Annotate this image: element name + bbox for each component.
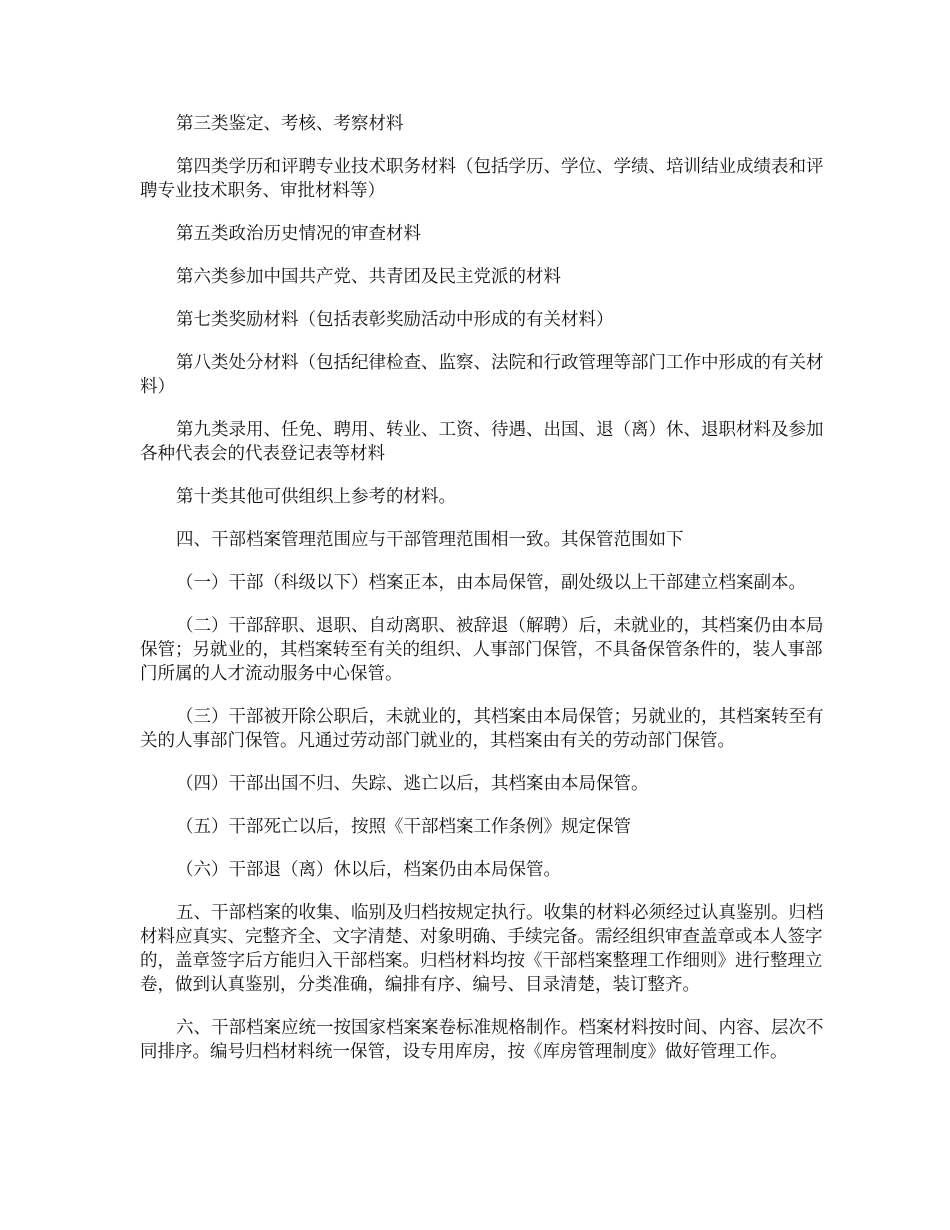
paragraph-section-5: 五、干部档案的收集、临别及归档按规定执行。收集的材料必须经过认真鉴别。归档材料应真实、完整齐全、文字清楚、对象明确、手续完备。需经组织审查盖章或本人签字的，盖章签字后方能归入干部档案。归档材料均按《干部档案整理工作细则》进行整理立卷，做到认真鉴别，分类准确，编排有序、编号、目录清楚，装订整齐。 [140, 903, 824, 995]
paragraph-section-4: 四、干部档案管理范围应与干部管理范围相一致。其保管范围如下 [176, 530, 684, 550]
paragraph-category-10: 第十类其他可供组织上参考的材料。 [176, 487, 456, 507]
paragraph-item-2: （二）干部辞职、退职、自动离职、被辞退（解聘）后，未就业的，其档案仍由本局保管；另就业的，其档案转至有关的组织、人事部门保管，不具备保管条件的，装人事部门所属的人才流动服务中心保管。 [140, 616, 824, 684]
paragraph-item-5: （五）干部死亡以后，按照《干部档案工作条例》规定保管 [176, 817, 631, 837]
paragraph-category-4: 第四类学历和评聘专业技术职务材料（包括学历、学位、学绩、培训结业成绩表和评聘专业技术职务、审批材料等） [140, 157, 824, 201]
document-body [140, 112, 824, 1083]
paragraph-section-6: 六、干部档案应统一按国家档案案卷标准规格制作。档案材料按时间、内容、层次不同排序。编号归档材料统一保管，设专用库房，按《库房管理制度》做好管理工作。 [140, 1018, 824, 1062]
paragraph-category-8: 第八类处分材料（包括纪律检查、监察、法院和行政管理等部门工作中形成的有关材料） [140, 353, 824, 397]
paragraph-item-3: （三）干部被开除公职后，未就业的，其档案由本局保管；另就业的，其档案转至有关的人事部门保管。凡通过劳动部门就业的，其档案由有关的劳动部门保管。 [140, 707, 824, 751]
paragraph-category-6: 第六类参加中国共产党、共青团及民主党派的材料 [176, 267, 561, 287]
paragraph-category-5: 第五类政治历史情况的审查材料 [176, 224, 421, 244]
paragraph-category-3: 第三类鉴定、考核、考察材料 [176, 114, 404, 134]
paragraph-item-4: （四）干部出国不归、失踪、逃亡以后，其档案由本局保管。 [176, 774, 649, 794]
paragraph-category-9: 第九类录用、任免、聘用、转业、工资、待遇、出国、退（离）休、退职材料及参加各种代表会的代表登记表等材料 [140, 420, 824, 464]
paragraph-category-7: 第七类奖励材料（包括表彰奖励活动中形成的有关材料） [176, 310, 614, 330]
paragraph-item-1: （一）干部（科级以下）档案正本，由本局保管，副处级以上干部建立档案副本。 [176, 573, 806, 593]
paragraph-item-6: （六）干部退（离）休以后，档案仍由本局保管。 [176, 860, 561, 880]
